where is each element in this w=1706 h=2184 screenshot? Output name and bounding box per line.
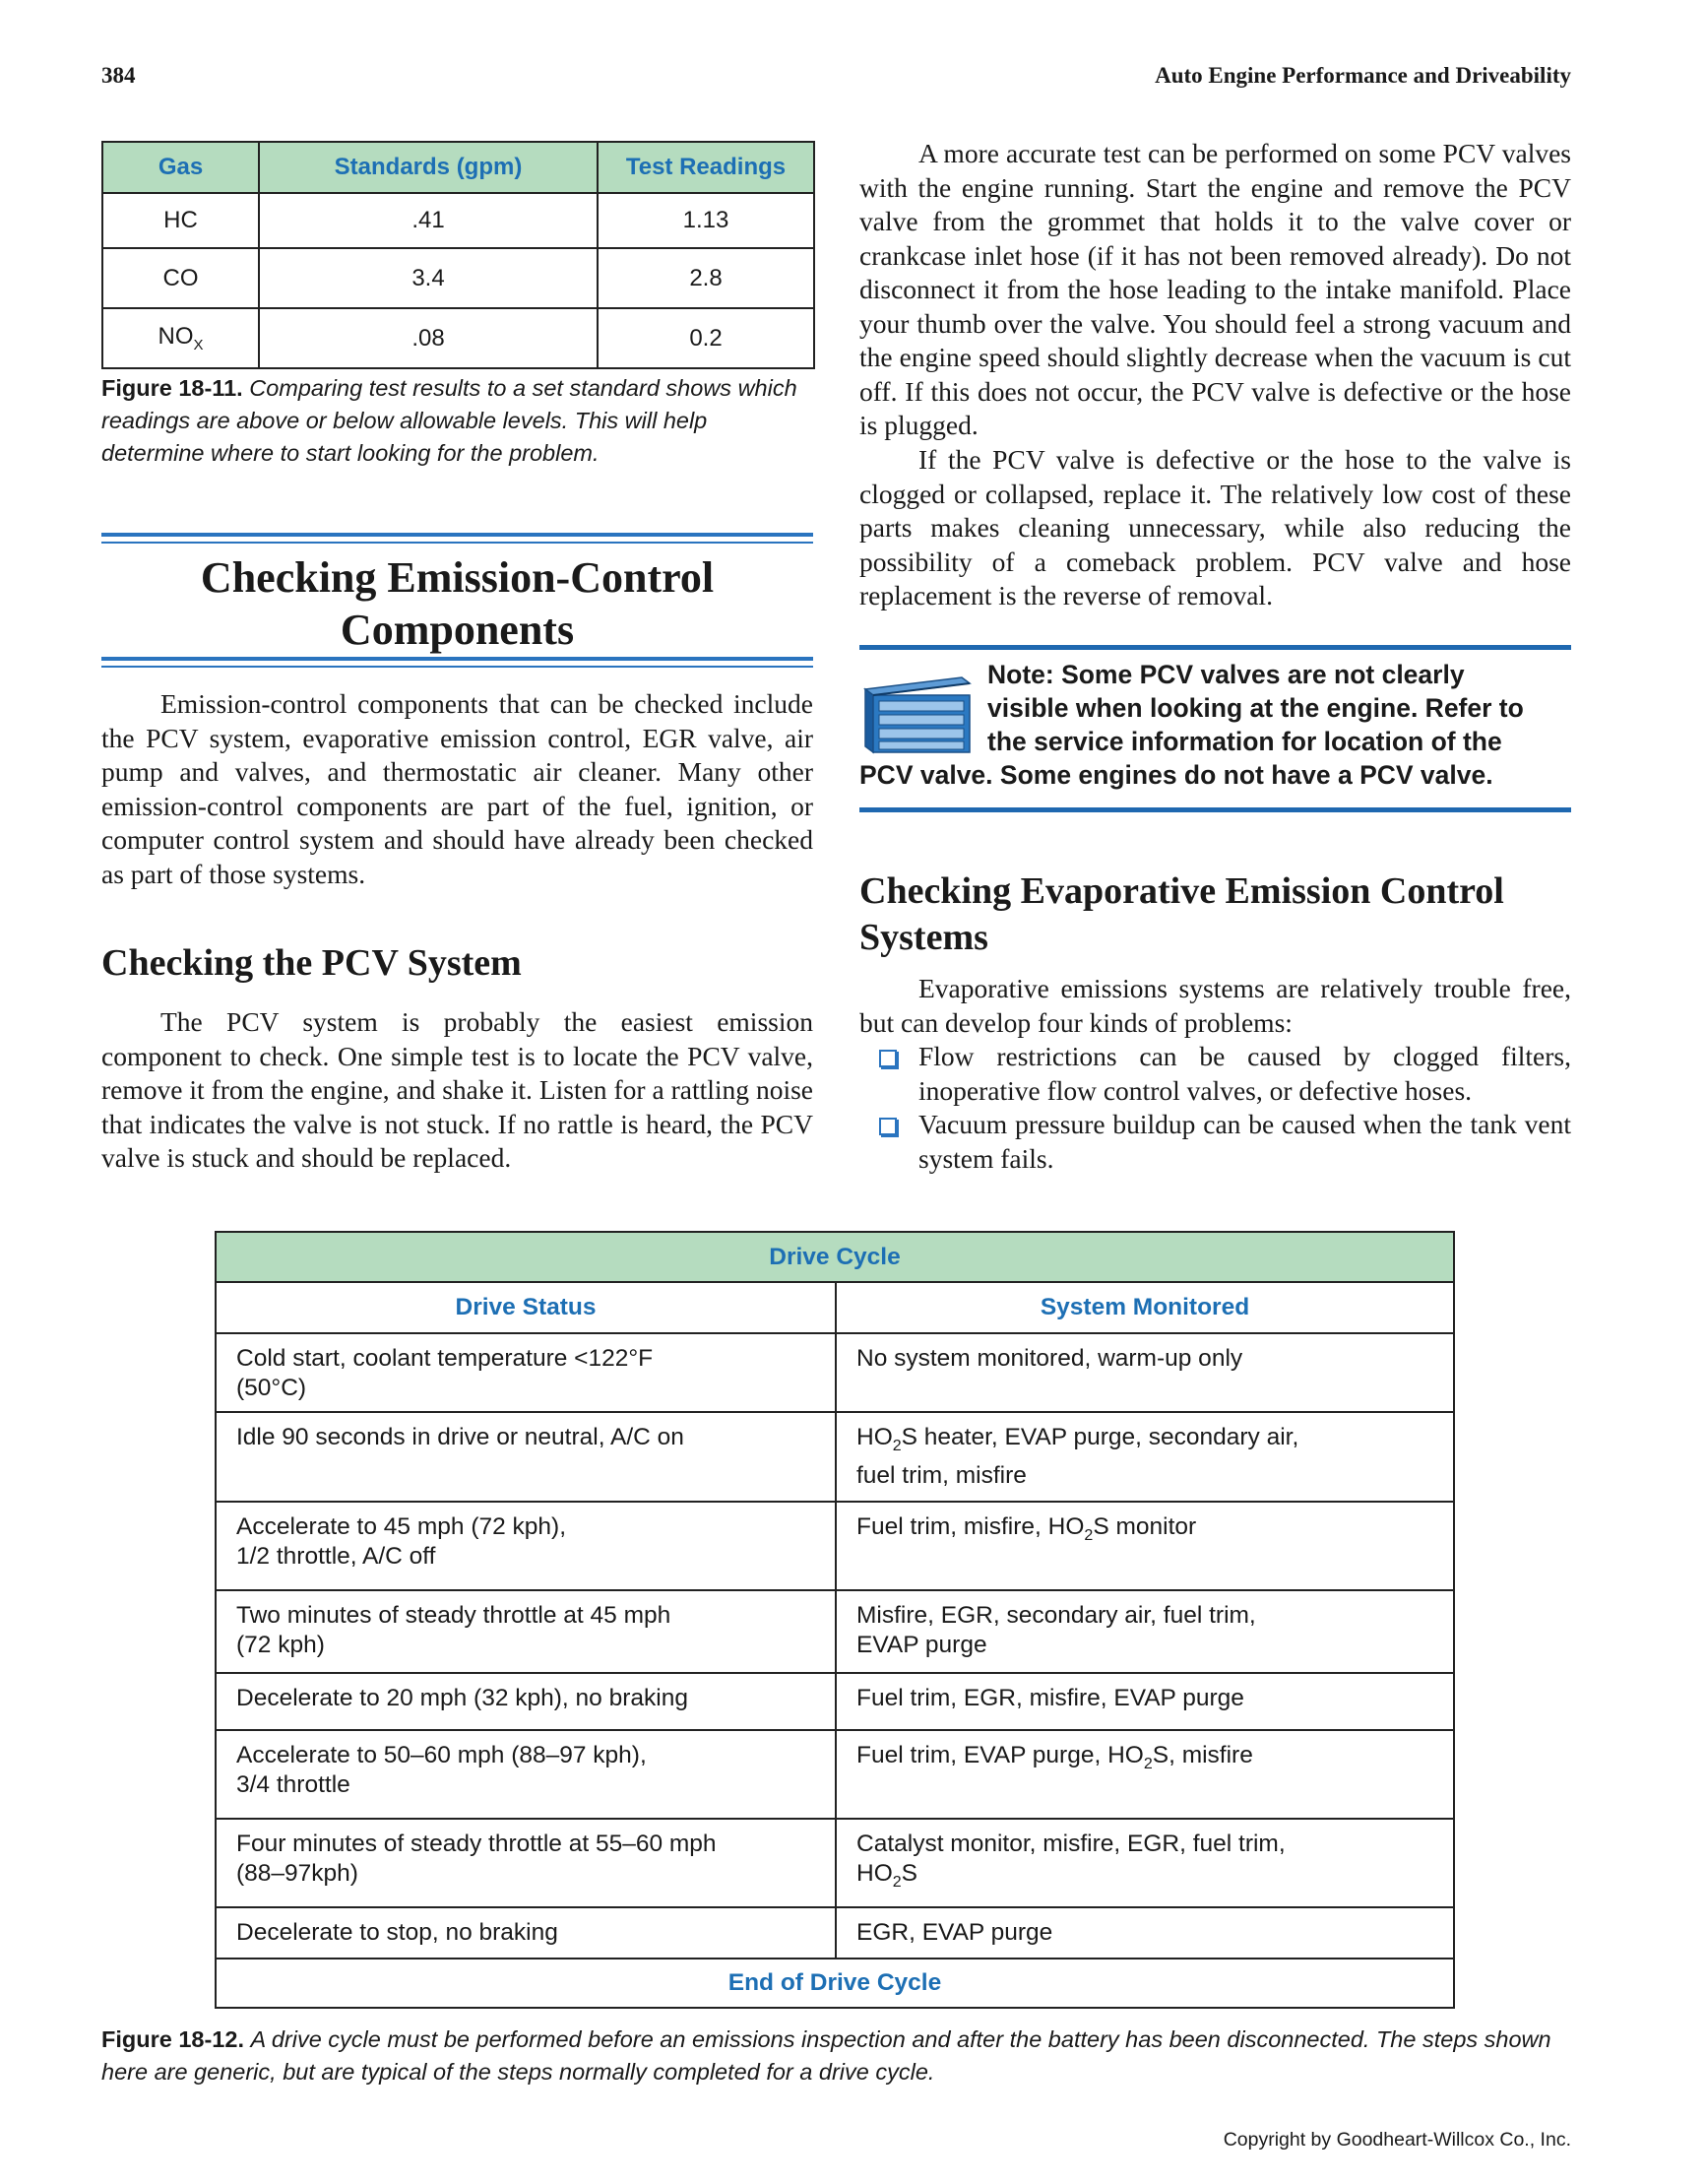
- system-monitored-cell: Fuel trim, EVAP purge, $HO_2S$, misfire: [836, 1730, 1454, 1819]
- table-header-row: [216, 1282, 1454, 1333]
- table-row: [216, 1502, 1454, 1590]
- system-monitored-cell: Fuel trim, misfire, $HO_2S$ monitor: [836, 1502, 1454, 1590]
- checkbox-bullet-icon: [879, 1118, 897, 1135]
- system-monitored-cell: EGR, EVAP purge: [836, 1907, 1454, 1959]
- note-line-3: the service information for location of the: [987, 727, 1502, 756]
- figure-label: Figure 18-11.: [101, 375, 243, 401]
- pcv-paragraph: The PCV system is probably the easiest emission component to check. One simple test is to locate the PCV valve, remove it from the engine, and shake it. Listen for a rattling noise that indicates the valve is not stuck. If no rattle is heard, the PCV valve is stuck and should be replaced.: [101, 1006, 813, 1173]
- drive-cycle-table: [215, 1231, 1455, 2009]
- drive-status-cell: Cold start, coolant temperature <122°F (50°C): [216, 1333, 836, 1412]
- figure-caption-18-12: [101, 2023, 1573, 2088]
- section-heading: [101, 551, 813, 656]
- gas-cell: HC: [102, 193, 259, 248]
- system-monitored-cell: Catalyst monitor, misfire, EGR, fuel trim, $HO_2S$: [836, 1819, 1454, 1907]
- figure-text: Comparing test results to a set standard shows which readings are above or below allowable levels. This will help determine where to start looking for the problem.: [101, 375, 797, 466]
- book-title: Auto Engine Performance and Driveability: [1155, 63, 1571, 88]
- intro-paragraph: Emission-control components that can be checked include the PCV system, evaporative emission control, EGR valve, air pump and valves, and thermostatic air cleaner. Many other emission-control components are part of the fuel, ignition, or computer control system and should have already been checked as part of those systems.: [101, 688, 813, 889]
- evap-problem-list: [859, 1040, 1571, 1176]
- standard-cell: .08: [259, 308, 598, 368]
- reading-cell: 0.2: [598, 308, 814, 368]
- table-row: [216, 1333, 1454, 1412]
- gas-name: NO: [158, 323, 194, 351]
- table-row: [102, 193, 814, 248]
- table-row: [216, 1412, 1454, 1502]
- table-row: [216, 1590, 1454, 1673]
- list-item-text: Flow restrictions can be caused by clogged filters, inoperative flow control valves, or defective hoses.: [918, 1041, 1571, 1106]
- column-header-drive-status: Drive Status: [216, 1282, 836, 1333]
- list-item-text: Vacuum pressure buildup can be caused when the tank vent system fails.: [918, 1109, 1571, 1174]
- table-header-row: [102, 142, 814, 193]
- pcv-heading: Checking the PCV System: [101, 942, 522, 984]
- figure-label: Figure 18-12.: [101, 2026, 244, 2052]
- note-line-1: Note: Some PCV valves are not clearly: [987, 660, 1465, 689]
- standard-cell: .41: [259, 193, 598, 248]
- note-line-2: visible when looking at the engine. Refer to: [987, 693, 1524, 723]
- figure-caption-18-11: [101, 372, 816, 470]
- standard-cell: 3.4: [259, 248, 598, 308]
- evap-heading-line2: Systems: [859, 917, 988, 958]
- evap-heading: [859, 868, 1571, 961]
- drive-status-cell: Accelerate to 45 mph (72 kph), 1/2 throttle, A/C off: [216, 1502, 836, 1590]
- checkbox-bullet-icon: [879, 1050, 897, 1067]
- reading-cell: 1.13: [598, 193, 814, 248]
- evap-heading-line1: Checking Evaporative Emission Control: [859, 870, 1504, 912]
- list-item: [859, 1108, 1571, 1176]
- gas-standards-table: [101, 141, 815, 369]
- gas-subscript: X: [193, 336, 204, 353]
- table-row: [216, 1819, 1454, 1907]
- reading-cell: 2.8: [598, 248, 814, 308]
- drive-status-cell: Decelerate to 20 mph (32 kph), no braking: [216, 1673, 836, 1730]
- drive-status-cell: Idle 90 seconds in drive or neutral, A/C on: [216, 1412, 836, 1502]
- drive-status-cell: Four minutes of steady throttle at 55–60 mph (88–97kph): [216, 1819, 836, 1907]
- table-row: [216, 1730, 1454, 1819]
- page-number: 384: [101, 63, 136, 88]
- evap-paragraph: Evaporative emissions systems are relatively trouble free, but can develop four kinds of problems:: [859, 973, 1571, 1038]
- table-title-row: [216, 1232, 1454, 1282]
- system-monitored-cell: Misfire, EGR, secondary air, fuel trim, EVAP purge: [836, 1590, 1454, 1673]
- table-row: [102, 308, 814, 368]
- table-row: [216, 1907, 1454, 1959]
- drive-cycle-end: End of Drive Cycle: [216, 1959, 1454, 2008]
- figure-text: A drive cycle must be performed before an emissions inspection and after the battery has been disconnected. The steps shown here are generic, but are typical of the steps normally completed for a drive cycle.: [101, 2026, 1551, 2085]
- pcv-replace-paragraph: If the PCV valve is defective or the hose to the valve is clogged or collapsed, replace it. The relatively low cost of these parts makes cleaning unnecessary, while also reducing the possibility of a comeback problem. PCV valve and hose replacement is the reverse of removal.: [859, 444, 1571, 610]
- note-line-4: PCV valve. Some engines do not have a PCV valve.: [859, 760, 1493, 790]
- drive-cycle-title: Drive Cycle: [216, 1232, 1454, 1282]
- column-header-standards: Standards (gpm): [259, 142, 598, 193]
- drive-status-cell: Decelerate to stop, no braking: [216, 1907, 836, 1959]
- system-monitored-cell: $HO_2S$ heater, EVAP purge, secondary air, fuel trim, misfire: [836, 1412, 1454, 1502]
- note-text: [859, 658, 1571, 792]
- drive-status-cell: Two minutes of steady throttle at 45 mph (72 kph): [216, 1590, 836, 1673]
- pcv-test-paragraph: A more accurate test can be performed on some PCV valves with the engine running. Start the engine and remove the PCV valve from the grommet that holds it to the valve cover or crankcase inlet hose (if it has not been removed already). Do not disconnect it from the hose leading to the intake manifold. Place your thumb over the valve. You should feel a strong vacuum and the engine speed should slightly decrease when the vacuum is cut off. If this does not occur, the PCV valve is defective or the hose is plugged.: [859, 138, 1571, 440]
- gas-cell: [102, 308, 259, 368]
- system-monitored-cell: No system monitored, warm-up only: [836, 1333, 1454, 1412]
- column-header-gas: Gas: [102, 142, 259, 193]
- section-heading-line1: Checking Emission-Control: [200, 553, 715, 602]
- gas-cell: CO: [102, 248, 259, 308]
- column-header-system-monitored: System Monitored: [836, 1282, 1454, 1333]
- drive-status-cell: Accelerate to 50–60 mph (88–97 kph), 3/4 throttle: [216, 1730, 836, 1819]
- heading-rule-bottom: [101, 657, 813, 668]
- table-footer-row: [216, 1959, 1454, 2008]
- table-row: [216, 1673, 1454, 1730]
- section-heading-line2: Components: [340, 606, 575, 654]
- column-header-test-readings: Test Readings: [598, 142, 814, 193]
- table-row: [102, 248, 814, 308]
- system-monitored-cell: Fuel trim, EGR, misfire, EVAP purge: [836, 1673, 1454, 1730]
- list-item: [859, 1040, 1571, 1108]
- copyright-notice: Copyright by Goodheart-Willcox Co., Inc.: [1223, 2129, 1571, 2151]
- heading-rule-top: [101, 533, 813, 544]
